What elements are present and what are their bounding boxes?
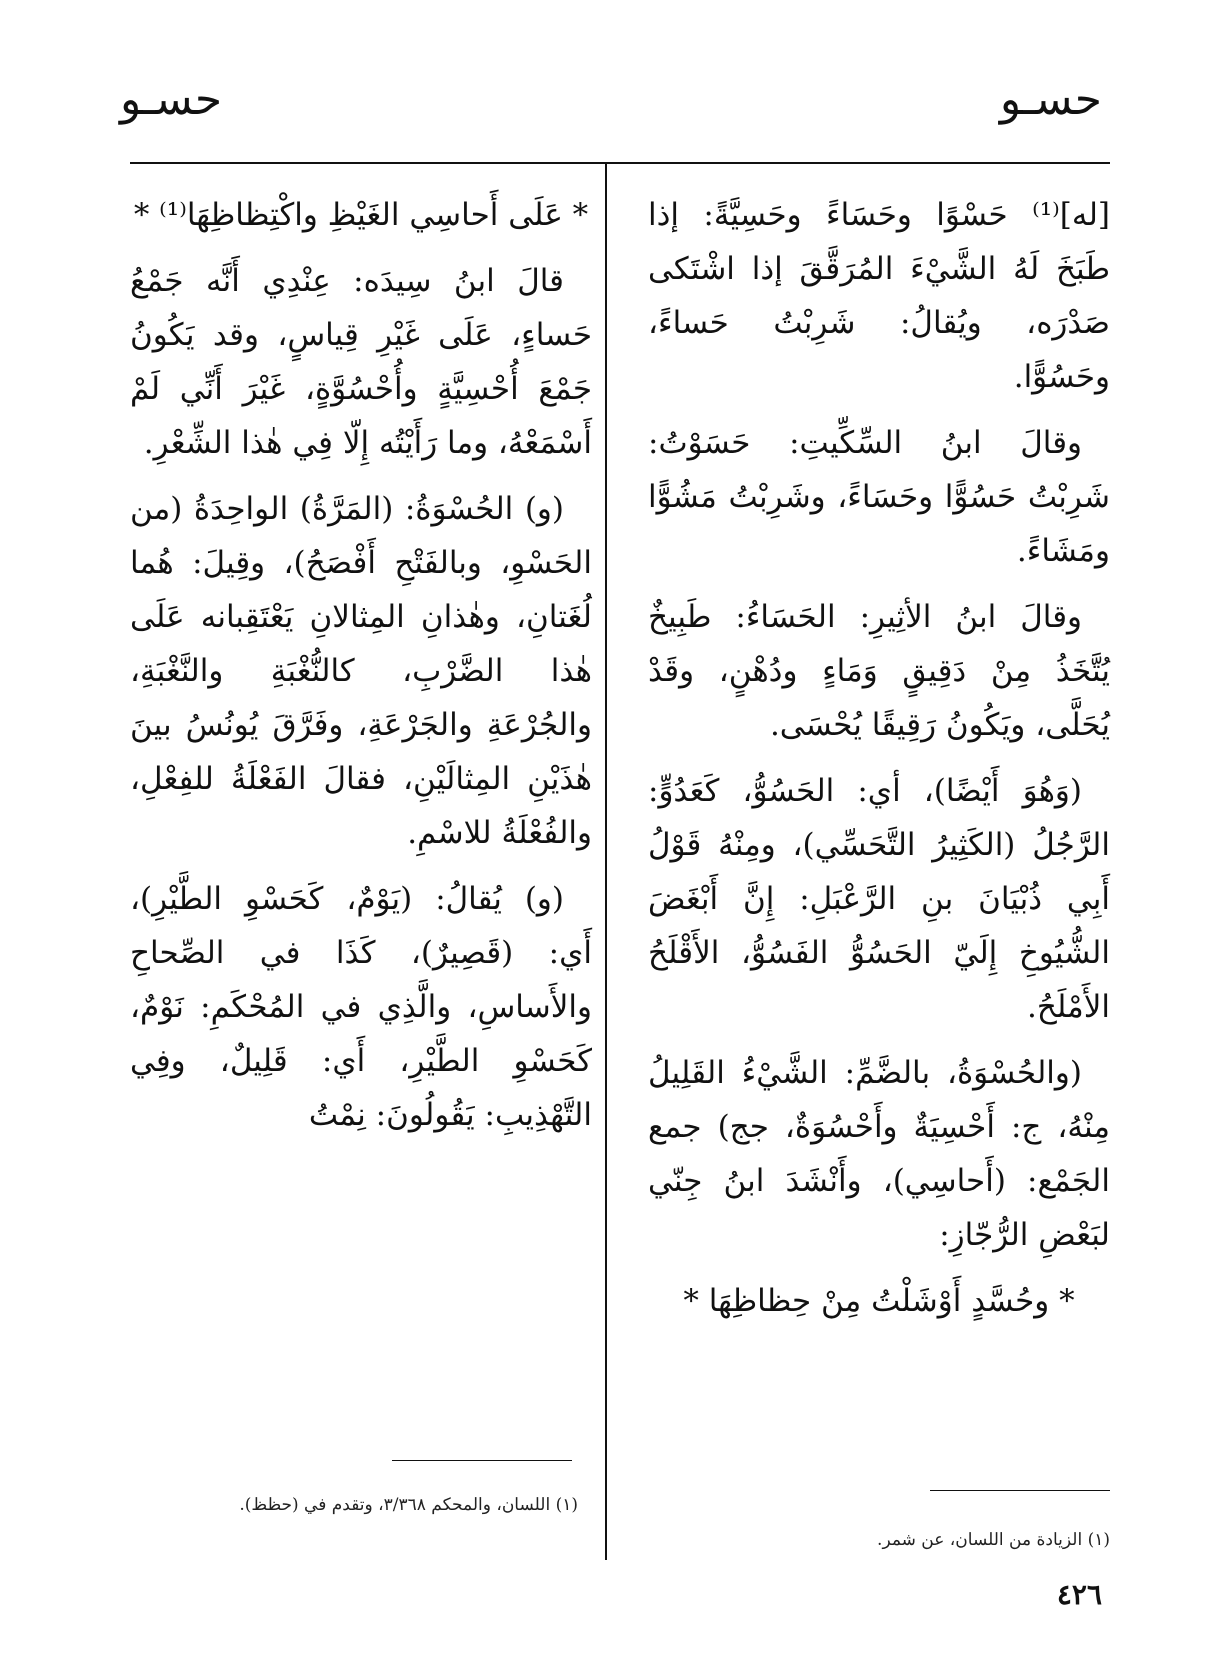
footnote-right: (١) الزيادة من اللسان، عن شمر.	[877, 1530, 1110, 1550]
paragraph: (و) الحُسْوَةُ: (المَرَّةُ) الواحِدَةُ (من الحَسْوِ، وبالفَتْحِ أَفْصَحُ)، وقِيلَ: هُما لُغَتانِ، وهٰذانِ المِثالانِ يَعْتَقِبانه عَلَى هٰذا الضَّرْبِ، كالنُّغْبَةِ والنَّغْبَةِ، والجُرْعَةِ والجَرْعَةِ، وفَرَّقَ يُونُسُ بينَ هٰذَيْنِ المِثالَيْنِ، فقالَ الفَعْلَةُ للفِعْلِ، والفُعْلَةُ للاسْمِ.	[130, 491, 592, 851]
column-divider	[605, 162, 607, 1560]
paragraph: وقالَ ابنُ الأثِيرِ: الحَسَاءُ: طَبِيخٌ يُتَّخَذُ مِنْ دَقِيقٍ وَمَاءٍ ودُهْنٍ، وقَدْ يُحَلَّى، ويَكُونُ رَقِيقًا يُحْسَى.	[648, 599, 1110, 743]
paragraph: وقالَ ابنُ السِّكِّيتِ: حَسَوْتُ: شَرِبْتُ حَسُوًّا وحَسَاءً، وشَرِبْتُ مَشُوًّا ومَشَاءً.	[648, 425, 1110, 569]
page-number: ٤٢٦	[1056, 1578, 1102, 1611]
right-column	[648, 188, 1110, 1340]
running-header-left: حسـو	[120, 74, 223, 125]
paragraph: (وَهُوَ أَيْضًا)، أي: الحَسُوُّ، كَعَدُوٍّ: الرَّجُلُ (الكَثِيرُ التَّحَسِّي)، ومِنْهُ قَوْلُ أَبِي ذُبْيَانَ بنِ الرَّعْبَلِ: إِنَّ أَبْغَضَ الشُّيُوخِ إِلَيّ الحَسُوُّ الفَسُوُّ، الأَقْلَحُ الأَمْلَحُ.	[648, 773, 1110, 1025]
verse-line: * وحُسَّدٍ أَوْشَلْتُ مِنْ حِظاظِهَا *	[683, 1283, 1075, 1319]
paragraph: [له]⁽¹⁾ حَسْوًا وحَسَاءً وحَسِيَّةً: إذا طَبَخَ لَهُ الشَّيْءَ المُرَقَّقَ إذا اشْتَكى صَدْرَه، ويُقالُ: شَرِبْتُ حَساءً، وحَسُوًّا.	[648, 197, 1110, 395]
paragraph: (و) يُقالُ: (يَوْمٌ، كَحَسْوِ الطَّيْرِ)، أَي: (قَصِيرٌ)، كَذَا في الصِّحاحِ والأَساسِ، والَّذِي في المُحْكَمِ: نَوْمٌ، كَحَسْوِ الطَّيْرِ، أَي: قَلِيلٌ، وفِي التَّهْذِيبِ: يَقُولُونَ: نِمْتُ	[130, 881, 592, 1133]
verse-line: * عَلَى أَحاسِي الغَيْظِ واكْتِظاظِهَا⁽¹⁾ *	[133, 197, 589, 233]
footnote-rule-left	[392, 1460, 572, 1461]
footnote-rule-right	[930, 1490, 1110, 1491]
paragraph: قالَ ابنُ سِيدَه: عِنْدِي أَنَّه جَمْعُ حَساءٍ، عَلَى غَيْرِ قِياسٍ، وقد يَكُونُ جَمْعَ أُحْسِيَّةٍ وأُحْسُوَّةٍ، غَيْرَ أَنِّي لَمْ أَسْمَعْهُ، وما رَأَيْتُه إِلّا فِي هٰذا الشِّعْرِ.	[130, 263, 592, 461]
footnote-left: (١) اللسان، والمحكم ٣/٣٦٨، وتقدم في (حظظ).	[239, 1495, 578, 1515]
paragraph: (والحُسْوَةُ، بالضَّمِّ: الشَّيْءُ القَلِيلُ مِنْهُ، ج: أَحْسِيَةٌ وأَحْسُوَةٌ، جج) جمع الجَمْع: (أَحاسِي)، وأَنْشَدَ ابنُ جِنّي لبَعْضِ الرُّجّازِ:	[648, 1055, 1110, 1253]
left-column	[130, 188, 592, 1154]
running-header-right: حسـو	[999, 74, 1102, 125]
header-rule	[130, 162, 1110, 164]
